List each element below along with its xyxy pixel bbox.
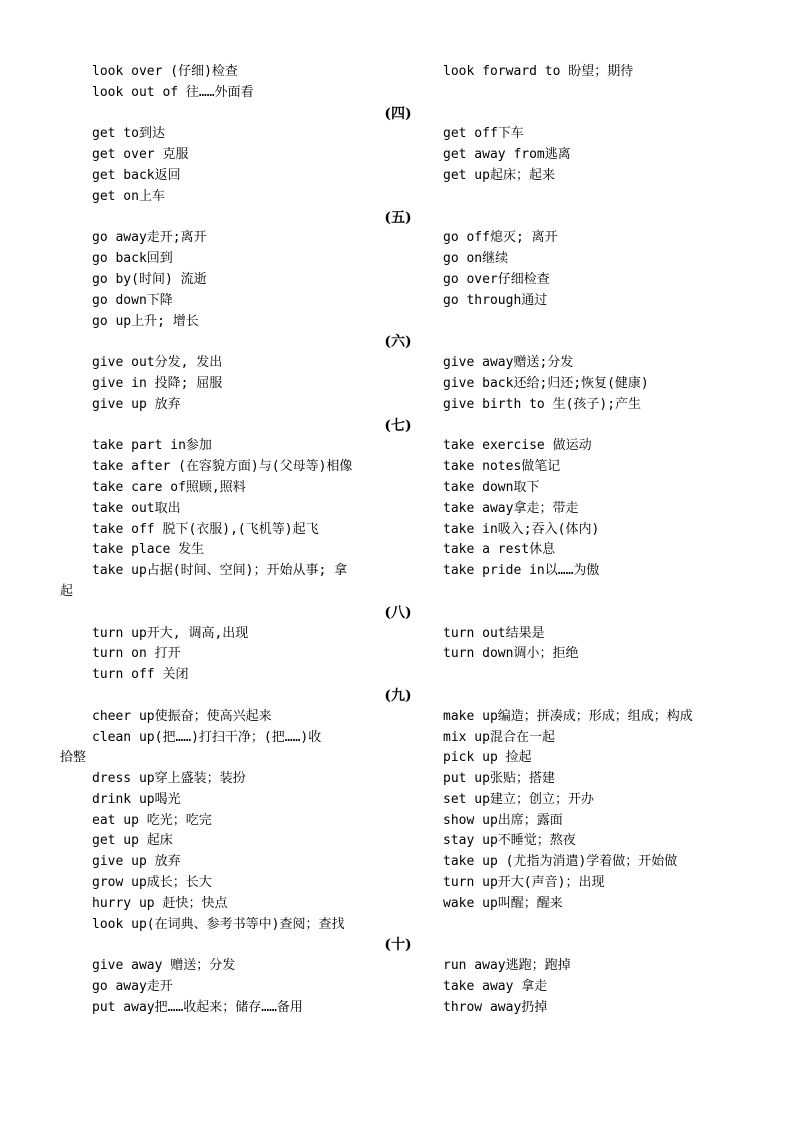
left-phrase: take off 脱下(衣服),(飞机等)起飞 — [92, 521, 319, 537]
right-phrase: wake up叫醒；醒来 — [443, 895, 563, 911]
wrapped-text: 起 — [60, 583, 74, 599]
left-phrase: take after (在容貌方面)与(父母等)相像 — [92, 459, 353, 475]
left-phrase: get to到达 — [92, 126, 165, 142]
phrase-row — [0, 790, 794, 811]
right-phrase: give birth to 生(孩子);产生 — [443, 396, 642, 412]
phrase-row — [0, 62, 794, 83]
phrase-row — [0, 624, 794, 645]
right-phrase: go through通过 — [443, 292, 548, 308]
section-heading: (九) — [384, 687, 412, 704]
phrase-row — [0, 998, 794, 1019]
left-phrase: get over 克服 — [92, 147, 189, 163]
phrase-row — [0, 124, 794, 145]
left-phrase: take place 发生 — [92, 542, 205, 558]
left-phrase: cheer up使振奋；使高兴起来 — [92, 708, 272, 724]
phrase-row — [0, 374, 794, 395]
left-phrase: look out of 往……外面看 — [92, 84, 254, 100]
phrase-row — [0, 977, 794, 998]
right-phrase: take up (尤指为消遣)学着做；开始做 — [443, 854, 678, 870]
phrase-row — [0, 478, 794, 499]
left-phrase: get on上车 — [92, 188, 165, 204]
phrase-row — [0, 166, 794, 187]
left-phrase: go down下降 — [92, 292, 173, 308]
right-phrase: take away拿走；带走 — [443, 500, 579, 516]
right-phrase: go over仔细检查 — [443, 271, 550, 287]
right-phrase: go on继续 — [443, 251, 509, 267]
left-phrase: get up 起床 — [92, 833, 173, 849]
right-phrase: make up编造；拼凑成；形成；组成；构成 — [443, 708, 693, 724]
phrase-row — [0, 83, 794, 104]
phrase-row — [0, 748, 794, 769]
phrase-row — [0, 728, 794, 749]
phrase-row — [0, 852, 794, 873]
section-heading: (十) — [384, 937, 412, 954]
left-phrase: give away 赠送；分发 — [92, 958, 236, 974]
section-heading: (六) — [384, 334, 412, 351]
right-phrase: turn down调小；拒绝 — [443, 646, 579, 662]
right-phrase: set up建立；创立；开办 — [443, 791, 594, 807]
right-phrase: go off熄灭; 离开 — [443, 230, 558, 246]
section-heading: (五) — [384, 209, 412, 226]
left-phrase: take care of照顾,照料 — [92, 479, 246, 495]
left-phrase: give up 放弃 — [92, 854, 181, 870]
phrase-document — [0, 62, 794, 1019]
phrase-row — [0, 291, 794, 312]
left-phrase: go away走开;离开 — [92, 230, 207, 246]
section-heading: (七) — [384, 417, 412, 434]
right-phrase: look forward to 盼望；期待 — [443, 64, 634, 79]
phrase-row — [0, 915, 794, 936]
wrapped-text: 拾整 — [60, 750, 87, 766]
left-phrase: eat up 吃光；吃完 — [92, 812, 212, 828]
phrase-row — [0, 561, 794, 582]
left-phrase: get back返回 — [92, 167, 181, 183]
left-phrase: dress up穿上盛装；装扮 — [92, 771, 246, 787]
left-phrase: turn off 关闭 — [92, 667, 189, 683]
left-phrase: turn on 打开 — [92, 646, 181, 662]
right-phrase: mix up混合在一起 — [443, 729, 555, 745]
phrase-row — [0, 831, 794, 852]
right-phrase: turn out结果是 — [443, 625, 545, 641]
phrase-row — [0, 540, 794, 561]
left-phrase: go away走开 — [92, 979, 173, 995]
left-phrase: turn up开大, 调高,出现 — [92, 625, 249, 641]
left-phrase: put away把……收起来；储存……备用 — [92, 999, 303, 1015]
left-phrase: give up 放弃 — [92, 396, 181, 412]
left-phrase: drink up喝光 — [92, 791, 181, 807]
right-phrase: pick up 捡起 — [443, 750, 532, 766]
right-phrase: take away 拿走 — [443, 979, 548, 995]
left-phrase: look up(在词典、参考书等中)查阅；查找 — [92, 916, 345, 932]
right-phrase: throw away扔掉 — [443, 999, 548, 1015]
phrase-row — [0, 457, 794, 478]
right-phrase: turn up开大(声音)；出现 — [443, 875, 605, 891]
phrase-row — [0, 707, 794, 728]
phrase-row — [0, 249, 794, 270]
phrase-row — [0, 520, 794, 541]
right-phrase: get up起床；起来 — [443, 167, 555, 183]
left-phrase: give out分发, 发出 — [92, 355, 223, 371]
phrase-row — [0, 499, 794, 520]
right-phrase: take a rest休息 — [443, 542, 556, 558]
right-phrase: show up出席；露面 — [443, 812, 563, 828]
left-phrase: give in 投降; 屈服 — [92, 375, 223, 391]
left-phrase: go back回到 — [92, 251, 173, 267]
right-phrase: stay up不睡觉；熬夜 — [443, 833, 576, 849]
left-phrase: take up占据(时间、空间)；开始从事; 拿 — [92, 563, 348, 579]
right-phrase: run away逃跑；跑掉 — [443, 958, 571, 974]
phrase-row — [0, 312, 794, 333]
phrase-row — [0, 811, 794, 832]
phrase-row — [0, 894, 794, 915]
right-phrase: take in吸入;吞入(体内) — [443, 521, 600, 537]
right-phrase: get away from逃离 — [443, 147, 571, 163]
phrase-row — [0, 395, 794, 416]
phrase-row — [0, 270, 794, 291]
left-phrase: take out取出 — [92, 500, 181, 516]
right-phrase: take pride in以……为傲 — [443, 563, 600, 579]
phrase-row — [0, 873, 794, 894]
phrase-row — [0, 582, 794, 603]
left-phrase: clean up(把……)打扫干净；(把……)收 — [92, 729, 322, 745]
phrase-row — [0, 187, 794, 208]
phrase-row — [0, 353, 794, 374]
phrase-row — [0, 956, 794, 977]
phrase-row — [0, 644, 794, 665]
right-phrase: get off下车 — [443, 126, 524, 142]
right-phrase: put up张贴；搭建 — [443, 771, 555, 787]
right-phrase: take down取下 — [443, 479, 540, 495]
section-heading: (八) — [384, 604, 412, 621]
left-phrase: go up上升; 增长 — [92, 313, 199, 329]
phrase-row — [0, 145, 794, 166]
right-phrase: take exercise 做运动 — [443, 438, 592, 454]
left-phrase: hurry up 赶快；快点 — [92, 895, 228, 911]
right-phrase: give back还给;归还;恢复(健康) — [443, 375, 649, 391]
right-phrase: give away赠送;分发 — [443, 355, 574, 371]
phrase-row — [0, 228, 794, 249]
left-phrase: grow up成长；长大 — [92, 875, 212, 891]
phrase-row — [0, 769, 794, 790]
phrase-row — [0, 665, 794, 686]
right-phrase: take notes做笔记 — [443, 459, 561, 475]
left-phrase: look over (仔细)检查 — [92, 64, 238, 79]
left-phrase: take part in参加 — [92, 438, 212, 454]
left-phrase: go by(时间) 流逝 — [92, 271, 207, 287]
section-heading: (四) — [384, 105, 412, 122]
phrase-row — [0, 436, 794, 457]
